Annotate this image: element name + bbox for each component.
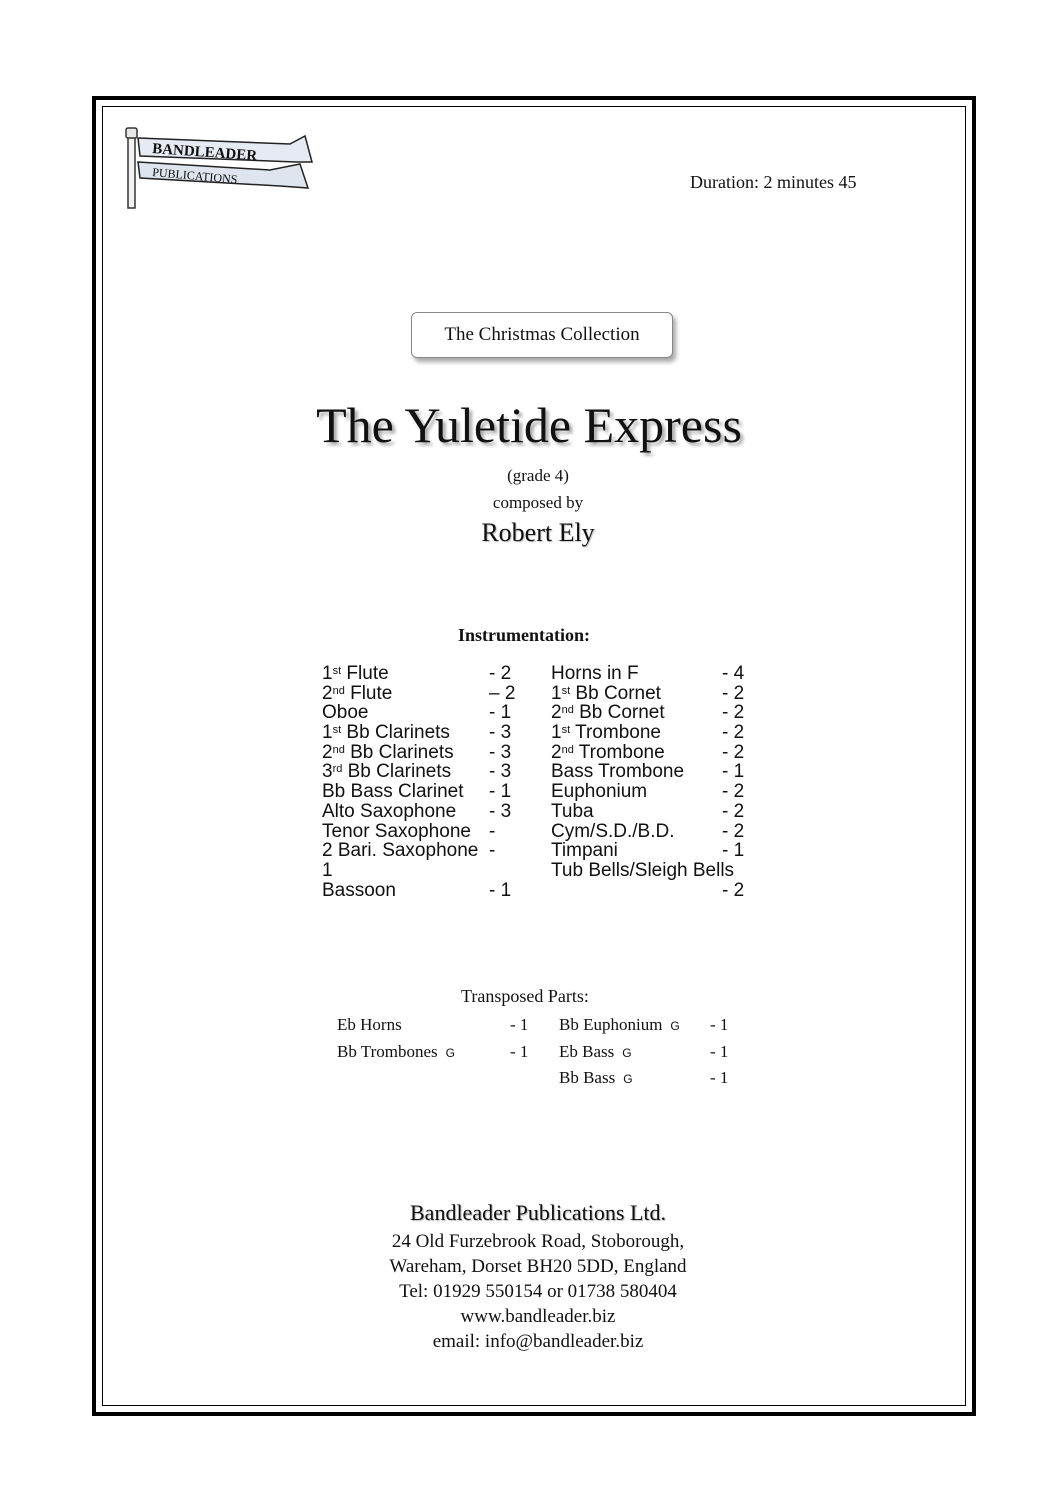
instrument-count: - 1 (489, 879, 512, 901)
instrument-count: - 2 (722, 682, 745, 704)
transposed-part-marker: G (445, 1046, 455, 1060)
instrument-row (551, 861, 771, 881)
instrument-name: 1st Bb Clarinets (322, 722, 450, 744)
instrument-name: Bass Trombone (551, 761, 685, 783)
svg-text:BANDLEADER: BANDLEADER (151, 141, 258, 165)
instrument-row (551, 881, 771, 901)
transposed-part-count: - 1 (510, 1015, 529, 1034)
instrument-row (551, 822, 771, 842)
transposed-part-name: Bb Euphonium G (559, 1015, 680, 1034)
instrument-row (322, 762, 532, 782)
telephone-line: Tel: 01929 550154 or 01738 580404 (399, 1281, 677, 1302)
instrument-count: - 2 (489, 663, 512, 684)
instrument-count: - (489, 840, 496, 862)
transposed-part-count: - 1 (510, 1042, 529, 1061)
instrument-count: - 1 (722, 761, 745, 783)
instrument-name: 1st Flute (322, 663, 389, 684)
instrument-name: Horns in F (551, 663, 639, 684)
composer-name: Robert Ely (481, 518, 595, 547)
duration-text: Duration: 2 minutes 45 (690, 172, 857, 192)
instrument-row (551, 684, 771, 704)
instrument-count: - 2 (722, 722, 745, 744)
instrument-name: Cym/S.D./B.D. (551, 820, 675, 842)
transposed-part-name: Eb Horns (337, 1015, 402, 1034)
instrument-count: - 1 (489, 702, 512, 724)
instrument-row (551, 782, 771, 802)
instrument-row (551, 802, 771, 822)
instrument-row (551, 664, 771, 684)
instrument-name: Alto Saxophone (322, 800, 457, 822)
instrument-row (322, 684, 532, 704)
ordinal-suffix: st (332, 724, 342, 737)
instrument-name: 2nd Trombone (551, 741, 665, 763)
publisher-name: Bandleader Publications Ltd. (410, 1200, 666, 1225)
ordinal-suffix: st (561, 684, 571, 697)
instrument-count: - 2 (722, 702, 745, 724)
instrument-name: 2 Bari. Saxophone (322, 840, 479, 862)
piece-title: The Yuletide Express (316, 397, 742, 453)
instrument-name: Oboe (322, 702, 369, 724)
instrument-count: - 2 (722, 781, 745, 803)
instrument-row (551, 743, 771, 763)
instrument-count: - 3 (489, 741, 512, 763)
instrument-row (551, 762, 771, 782)
transposed-part-count: - 1 (710, 1042, 729, 1061)
instrument-name: Bassoon (322, 879, 396, 901)
instrument-row (322, 664, 532, 684)
instrument-name: Tuba (551, 800, 594, 822)
bandleader-logo (120, 122, 320, 212)
ordinal-suffix: nd (561, 704, 574, 717)
instrument-list-right (551, 664, 771, 900)
instrument-name: Timpani (551, 840, 618, 862)
transposed-part-count: - 1 (710, 1068, 729, 1087)
instrument-name: 1 (322, 859, 333, 881)
instrument-count: - 3 (489, 800, 512, 822)
instrument-count: - 4 (722, 663, 745, 684)
instrument-row (322, 782, 532, 802)
instrument-row (551, 703, 771, 723)
ordinal-suffix: nd (332, 743, 345, 756)
instrument-row (322, 881, 532, 901)
composed-by-text: composed by (492, 493, 584, 512)
instrument-row (322, 822, 532, 842)
instrument-count: – 2 (489, 682, 516, 704)
transposed-part-name: Bb Trombones G (337, 1042, 455, 1061)
ordinal-suffix: nd (332, 684, 345, 697)
address-line-2: Wareham, Dorset BH20 5DD, England (389, 1256, 687, 1277)
instrument-name: 3rd Bb Clarinets (322, 761, 452, 783)
instrumentation-heading: Instrumentation: (458, 625, 591, 645)
instrument-name: 2nd Bb Clarinets (322, 741, 454, 763)
ordinal-suffix: st (561, 724, 571, 737)
grade-text: (grade 4) (507, 466, 569, 485)
transposed-part-marker: G (670, 1019, 680, 1033)
instrument-count: - 2 (722, 820, 745, 842)
instrument-row (322, 723, 532, 743)
instrument-name: Tub Bells/Sleigh Bells (551, 859, 735, 881)
instrument-row (551, 723, 771, 743)
transposed-parts-heading: Transposed Parts: (461, 986, 589, 1006)
transposed-part-count: - 1 (710, 1015, 729, 1034)
instrument-row (322, 743, 532, 763)
instrument-row (322, 861, 532, 881)
instrument-list-left (322, 664, 532, 900)
instrument-name: Tenor Saxophone (322, 820, 471, 842)
instrument-count: - 1 (722, 840, 745, 862)
transposed-part-name: Eb Bass G (559, 1042, 632, 1061)
email-line: email: info@bandleader.biz (432, 1331, 644, 1352)
transposed-part-marker: G (622, 1046, 632, 1060)
instrument-count: - 3 (489, 722, 512, 744)
collection-label-box (411, 312, 673, 358)
instrument-count: - (489, 820, 496, 842)
instrument-count: - 2 (722, 879, 745, 901)
collection-label: The Christmas Collection (444, 324, 640, 345)
ordinal-suffix: rd (332, 763, 343, 776)
website-line: www.bandleader.biz (460, 1306, 616, 1327)
instrument-name: 2nd Flute (322, 682, 393, 704)
instrument-name: Euphonium (551, 781, 648, 803)
transposed-part-name: Bb Bass G (559, 1068, 633, 1087)
instrument-name: Bb Bass Clarinet (322, 781, 464, 803)
address-line-1: 24 Old Furzebrook Road, Stoborough, (391, 1231, 685, 1252)
instrument-count: - 2 (722, 800, 745, 822)
instrument-name: 1st Bb Cornet (551, 682, 661, 704)
instrument-row (322, 802, 532, 822)
instrument-row (322, 703, 532, 723)
ordinal-suffix: nd (561, 743, 574, 756)
instrument-count: - 3 (489, 761, 512, 783)
instrument-row (551, 841, 771, 861)
transposed-part-marker: G (623, 1072, 633, 1086)
ordinal-suffix: st (332, 665, 342, 677)
instrument-name: 1st Trombone (551, 722, 661, 744)
instrument-count: - 2 (722, 741, 745, 763)
instrument-count: - 1 (489, 781, 512, 803)
instrument-row (322, 841, 532, 861)
svg-text:PUBLICATIONS: PUBLICATIONS (151, 165, 238, 187)
instrument-name: 2nd Bb Cornet (551, 702, 665, 724)
